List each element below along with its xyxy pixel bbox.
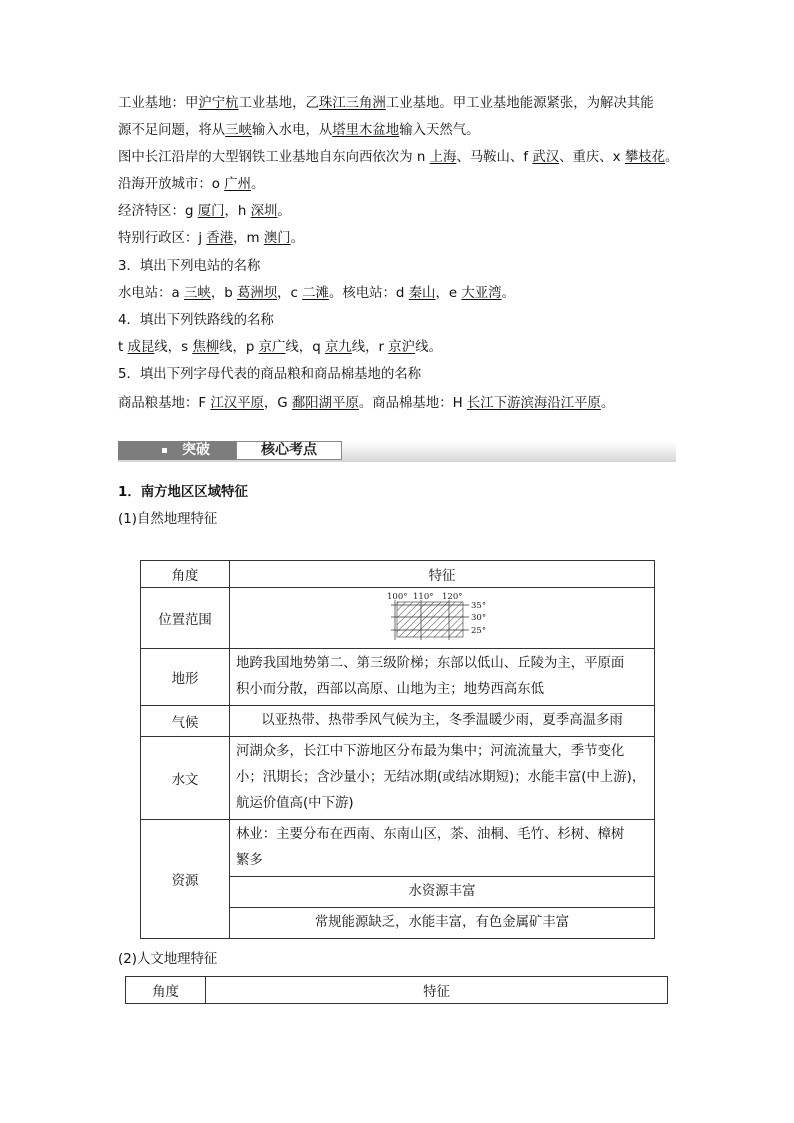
answer-blank: 京沪 bbox=[388, 340, 416, 355]
human-features-table bbox=[125, 976, 668, 1004]
table-row bbox=[141, 588, 655, 649]
answer-blank: 上海 bbox=[429, 150, 457, 165]
answer-blank: 鄱阳湖平原 bbox=[291, 396, 359, 411]
text-run: 。 bbox=[277, 204, 291, 219]
text-run: t bbox=[118, 340, 128, 355]
text-run: 。核电站：d bbox=[328, 286, 409, 301]
question-heading: 5．填出下列字母代表的商品粮和商品棉基地的名称 bbox=[118, 367, 422, 382]
subsection-heading: (1)自然地理特征 bbox=[118, 512, 218, 527]
longitude-label: 120° bbox=[442, 592, 463, 602]
row-label: 资源 bbox=[141, 820, 230, 939]
answer-blank: 京广 bbox=[258, 340, 286, 355]
text-line-power-stations bbox=[118, 284, 515, 304]
longitude-label: 110° bbox=[413, 592, 434, 602]
row-content-line: 林业：主要分布在西南、东南山区，茶、油桐、毛竹、杉树、樟树 bbox=[236, 827, 625, 842]
row-content-line: 河湖众多，长江中下游地区分布最为集中；河流流量大，季节变化 bbox=[236, 744, 625, 759]
text-run: 输入天然气。 bbox=[399, 123, 480, 138]
text-run: 线，r bbox=[351, 340, 389, 355]
text-run: 、马鞍山、f bbox=[456, 150, 533, 165]
row-content-line: 小；汛期长；含沙量小；无结冰期(或结冰期短)；水能丰富(中上游)， bbox=[236, 770, 646, 785]
answer-blank: 深圳 bbox=[250, 204, 278, 219]
latitude-longitude-map-figure bbox=[387, 592, 497, 644]
text-line-steel-bases bbox=[118, 148, 678, 168]
southern-region-hatched-area bbox=[397, 602, 463, 637]
text-line-railways bbox=[118, 338, 442, 358]
row-content-line: 地跨我国地势第二、第三级阶梯；东部以低山、丘陵为主，平原面 bbox=[236, 656, 625, 671]
answer-blank: 京九 bbox=[324, 340, 352, 355]
row-content: 以亚热带、热带季风气候为主，冬季温暖少雨，夏季高温多雨 bbox=[230, 706, 655, 737]
answer-blank: 成昆 bbox=[127, 340, 155, 355]
text-run: 工业基地，乙 bbox=[238, 96, 319, 111]
table-header-cell: 角度 bbox=[126, 977, 206, 1004]
table-header-cell: 特征 bbox=[206, 977, 668, 1004]
row-content bbox=[230, 737, 655, 820]
answer-blank: 三峡 bbox=[184, 286, 211, 301]
table-row bbox=[141, 737, 655, 820]
row-label: 位置范围 bbox=[141, 588, 230, 649]
question-heading: 4．填出下列铁路线的名称 bbox=[118, 313, 274, 328]
text-run: 线。 bbox=[415, 340, 442, 355]
row-content bbox=[230, 649, 655, 706]
square-bullet-icon bbox=[162, 448, 167, 453]
answer-blank: 澳门 bbox=[263, 231, 291, 246]
text-line-sar bbox=[118, 229, 304, 249]
answer-blank: 葛洲坝 bbox=[236, 286, 278, 301]
section-band-tag-label: 突破 bbox=[182, 442, 210, 458]
text-run: 线，q bbox=[285, 340, 325, 355]
answer-blank: 大亚湾 bbox=[461, 286, 502, 301]
row-content-line: 航运价值高(中下游) bbox=[236, 796, 354, 811]
text-run: ，e bbox=[435, 286, 462, 301]
text-run: 图中长江沿岸的大型钢铁工业基地自东向西依次为 n bbox=[118, 150, 430, 165]
table-row bbox=[141, 706, 655, 737]
text-run: 。 bbox=[665, 150, 679, 165]
text-run: 输入水电，从 bbox=[251, 123, 333, 138]
row-label: 水文 bbox=[141, 737, 230, 820]
answer-blank: 长江下游滨海沿江平原 bbox=[466, 396, 601, 411]
table-row bbox=[141, 649, 655, 706]
row-content-line: 积小而分散，西部以高原、山地为主；地势西高东低 bbox=[236, 682, 544, 697]
row-content bbox=[230, 820, 655, 877]
text-run: 。 bbox=[600, 396, 615, 411]
text-run: 工业基地。甲工业基地能源紧张，为解决其能 bbox=[385, 96, 654, 111]
section-heading: 1．南方地区区域特征 bbox=[118, 485, 248, 500]
text-run: 线，s bbox=[154, 340, 193, 355]
table-header-cell: 角度 bbox=[141, 561, 230, 588]
question-heading: 3．填出下列电站的名称 bbox=[118, 259, 261, 274]
table-header-cell: 特征 bbox=[230, 561, 655, 588]
text-run: 经济特区：g bbox=[118, 204, 198, 219]
answer-blank: 秦山 bbox=[408, 286, 436, 301]
text-line-special-zones bbox=[118, 202, 291, 222]
natural-features-table bbox=[140, 560, 655, 939]
row-content: 水资源丰富 bbox=[230, 877, 655, 908]
answer-blank: 焦柳 bbox=[192, 340, 220, 355]
text-run: 工业基地：甲 bbox=[118, 96, 199, 111]
text-run: ，h bbox=[224, 204, 251, 219]
answer-blank: 武汉 bbox=[532, 150, 560, 165]
text-run: ，m bbox=[233, 231, 264, 246]
row-content-line: 繁多 bbox=[236, 853, 263, 868]
answer-blank: 三峡 bbox=[225, 123, 252, 138]
location-map-cell bbox=[230, 588, 655, 649]
table-header-row bbox=[141, 561, 655, 588]
text-line-energy bbox=[118, 121, 480, 141]
answer-blank: 香港 bbox=[206, 231, 234, 246]
latitude-label: 35° bbox=[471, 601, 487, 611]
text-run: 、重庆、x bbox=[559, 150, 625, 165]
subsection-heading: (2)人文地理特征 bbox=[118, 952, 218, 967]
answer-blank: 攀枝花 bbox=[624, 150, 666, 165]
text-run: ，G bbox=[263, 396, 292, 411]
answer-blank: 珠江三角洲 bbox=[318, 96, 386, 111]
text-line-open-cities bbox=[118, 175, 264, 195]
latitude-label: 25° bbox=[471, 626, 487, 636]
section-band-tag bbox=[118, 441, 236, 460]
answer-blank: 广州 bbox=[224, 177, 251, 192]
text-run: 特别行政区：j bbox=[118, 231, 207, 246]
text-run: 源不足问题，将从 bbox=[118, 123, 226, 138]
text-run: 。 bbox=[250, 177, 265, 192]
row-content: 常规能源缺乏，水能丰富，有色金属矿丰富 bbox=[230, 908, 655, 939]
text-run: 沿海开放城市：o bbox=[118, 177, 225, 192]
text-run: 水电站：a bbox=[118, 286, 185, 301]
answer-blank: 二滩 bbox=[302, 286, 329, 301]
answer-blank: 沪宁杭 bbox=[198, 96, 239, 111]
text-line-industrial-bases bbox=[118, 94, 654, 114]
row-label: 地形 bbox=[141, 649, 230, 706]
answer-blank: 塔里木盆地 bbox=[332, 123, 400, 138]
row-label: 气候 bbox=[141, 706, 230, 737]
text-run: 。 bbox=[290, 231, 304, 246]
text-run: ，c bbox=[277, 286, 303, 301]
text-run: 线，p bbox=[219, 340, 259, 355]
text-run: 商品粮基地：F bbox=[118, 396, 211, 411]
text-run: ，b bbox=[210, 286, 237, 301]
text-run: 。商品棉基地：H bbox=[358, 396, 467, 411]
text-run: 。 bbox=[501, 286, 515, 301]
text-line-commodity-bases bbox=[118, 394, 614, 414]
latitude-label: 30° bbox=[471, 613, 487, 623]
table-row bbox=[141, 820, 655, 877]
table-header-row bbox=[126, 977, 668, 1004]
longitude-label: 100° bbox=[387, 592, 408, 602]
answer-blank: 厦门 bbox=[197, 204, 225, 219]
answer-blank: 江汉平原 bbox=[210, 396, 264, 411]
section-band-title: 核心考点 bbox=[236, 441, 342, 460]
